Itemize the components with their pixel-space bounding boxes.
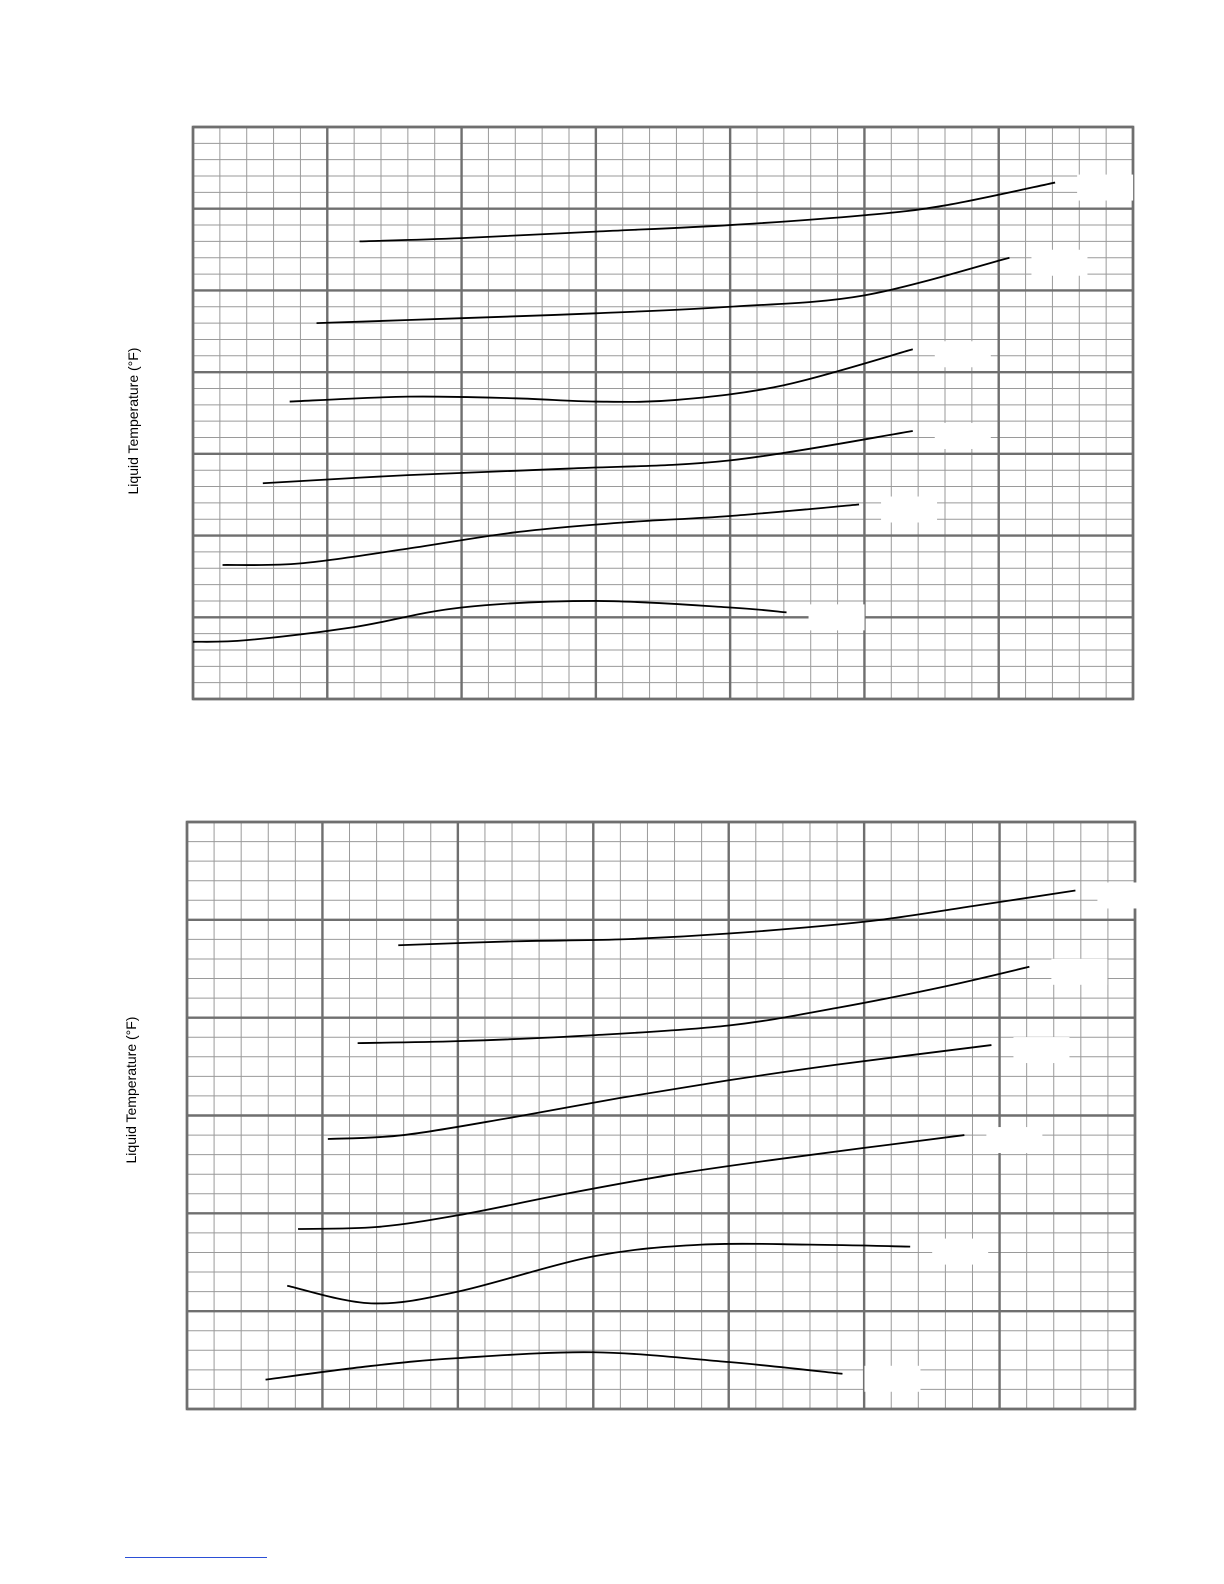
series-end-label-patch-4	[986, 1127, 1042, 1153]
series-end-label-patch-4	[935, 423, 991, 449]
series-line-4	[263, 431, 913, 483]
series-end-label-patch-1	[1077, 175, 1133, 201]
plot-frame	[193, 127, 1133, 699]
series-line-6	[193, 601, 787, 642]
series-line-1	[360, 183, 1056, 242]
y-axis-label-bottom: Liquid Temperature (°F)	[123, 1016, 139, 1164]
series-end-label-patch-6	[864, 1366, 920, 1392]
footnote-separator-rule	[125, 1557, 267, 1558]
series-end-label-patch-5	[932, 1239, 988, 1265]
series-line-3	[290, 349, 913, 402]
series-end-label-patch-5	[881, 497, 937, 523]
series-end-label-patch-6	[809, 604, 865, 630]
series-end-label-patch-3	[1013, 1037, 1069, 1063]
series-end-label-patch-2	[1051, 959, 1107, 985]
series-line-1	[398, 890, 1075, 945]
y-axis-label-top: Liquid Temperature (°F)	[125, 347, 141, 495]
series-end-label-patch-2	[1031, 250, 1087, 276]
series-line-3	[328, 1045, 992, 1139]
series-end-label-patch-1	[1097, 882, 1153, 908]
chart-top	[193, 127, 1133, 699]
series-end-label-patch-3	[935, 341, 991, 367]
chart-bottom	[187, 822, 1153, 1409]
